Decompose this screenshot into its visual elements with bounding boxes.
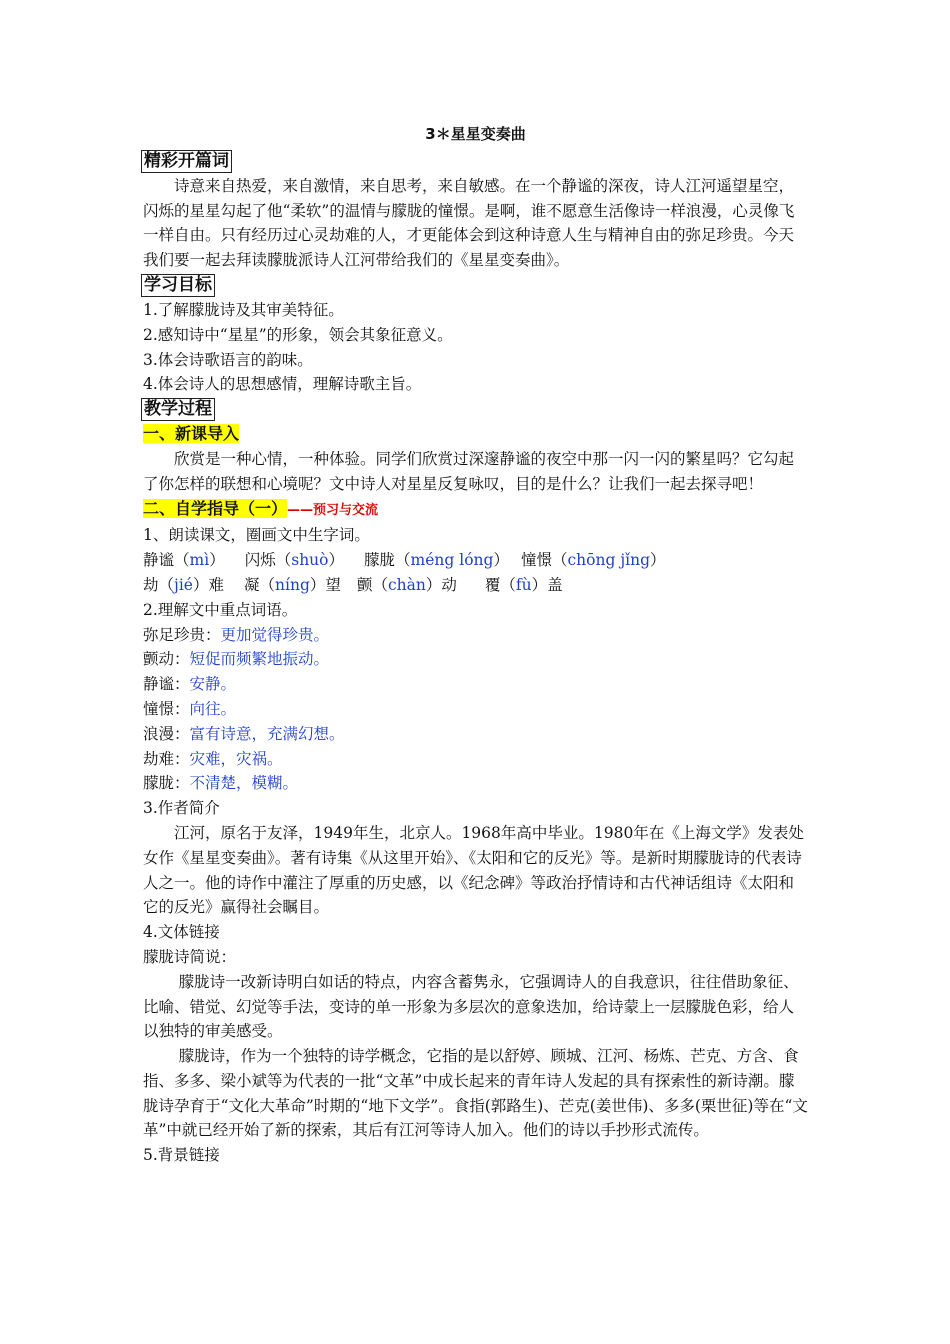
word-definition — [143, 647, 808, 672]
vocab-char: 覆 — [484, 575, 501, 594]
pinyin-row-2: 劫（jié）难 凝（níng）望 颤（chàn）动 覆（fù）盖 — [143, 575, 563, 594]
word-definition — [143, 697, 808, 722]
vocab-char: 盖 — [547, 575, 563, 594]
author-paragraph: 江河，原名于友泽，1949年生，北京人。1968年高中毕业。1980年在《上海文学》发表处女作《星星变奏曲》。著有诗集《从这里开始》、《太阳和它的反光》等。是新时期朦胧诗的代表诗人之一。他的诗作中灌注了厚重的历史感，以《纪念碑》等政治抒情诗和古代神话组诗《太阳和它的反光》赢得社会瞩目。 — [143, 823, 804, 917]
vocab-char: 动 — [441, 575, 457, 594]
genre-paragraph-1: 朦胧诗一改新诗明白如话的特点，内容含蓄隽永，它强调诗人的自我意识，往往借助象征、比喻、错觉、幻觉等手法，变诗的单一形象为多层次的意象迭加，给诗蒙上一层朦胧色彩，给人以独特的审美感受。 — [143, 972, 799, 1041]
section-label-process: 教学过程 — [141, 398, 215, 421]
section-label-goals: 学习目标 — [141, 274, 215, 297]
word-definition — [143, 747, 808, 772]
question-3: 3.作者简介 — [143, 799, 220, 818]
goal-item: 2.感知诗中“星星”的形象，领会其象征意义。 — [143, 325, 453, 344]
word-term: 朦胧： — [143, 774, 190, 793]
vocab-char: 难 — [208, 575, 224, 594]
word-def: 安静。 — [189, 675, 237, 694]
word-def: 短促而频繁地振动。 — [189, 650, 330, 669]
section-label-intro: 精彩开篇词 — [141, 150, 232, 173]
genre-title: 朦胧诗简说： — [143, 947, 237, 966]
word-definition — [143, 623, 808, 648]
vocab-word: 憧憬 — [520, 551, 552, 570]
word-term: 弥足珍贵： — [143, 625, 221, 644]
word-definition — [143, 672, 808, 697]
pinyin: fù — [515, 575, 532, 594]
pinyin: chōng jǐng — [567, 551, 650, 570]
word-term: 浪漫： — [143, 724, 190, 743]
word-def: 向往。 — [189, 699, 237, 718]
pinyin: chàn — [387, 575, 426, 594]
vocab-char: 劫 — [143, 575, 159, 594]
question-4: 4.文体链接 — [143, 923, 220, 942]
pinyin: níng — [275, 575, 310, 594]
pinyin: méng lóng — [410, 551, 494, 570]
word-definition — [143, 771, 808, 796]
word-term: 劫难： — [143, 749, 190, 768]
vocab-word: 闪烁 — [244, 551, 276, 570]
vocab-char: 凝 — [244, 575, 260, 594]
intro-paragraph: 诗意来自热爱，来自激情，来自思考，来自敏感。在一个静谧的深夜，诗人江河遥望星空，闪烁的星星勾起了他“柔软”的温情与朦胧的憧憬。是啊，谁不愿意生活像诗一样浪漫，心灵像飞一样自由。只有经历过心灵劫难的人，才更能体会到这种诗意人生与精神自由的弥足珍贵。今天我们要一起去拜读朦胧派诗人江河带给我们的《星星变奏曲》。 — [143, 176, 795, 270]
part1-heading: 一、新课导入 — [143, 424, 240, 444]
word-def: 灾难，灾祸。 — [189, 749, 283, 768]
word-definition — [143, 722, 808, 747]
goal-item: 4.体会诗人的思想感情，理解诗歌主旨。 — [143, 375, 422, 394]
word-def: 富有诗意，充满幻想。 — [189, 724, 345, 743]
pinyin: mì — [189, 551, 210, 570]
part2-heading: 二、自学指导（一） — [143, 498, 288, 518]
vocab-word: 静谧 — [143, 551, 175, 570]
goal-item: 3.体会诗歌语言的韵味。 — [143, 350, 313, 369]
word-def: 更加觉得珍贵。 — [220, 625, 330, 644]
vocab-char: 望 — [325, 575, 341, 594]
part2-subheading: ——预习与交流 — [287, 502, 379, 518]
vocab-word: 朦胧 — [364, 551, 396, 570]
document-page — [143, 122, 808, 1168]
word-term: 静谧： — [143, 675, 190, 694]
pinyin: shuò — [291, 551, 329, 570]
question-2: 2.理解文中重点词语。 — [143, 600, 298, 619]
word-term: 憧憬： — [143, 699, 190, 718]
vocab-char: 颤 — [356, 575, 373, 594]
question-5: 5.背景链接 — [143, 1146, 220, 1165]
pinyin: jié — [174, 575, 193, 594]
question-1: 1、朗读课文，圈画文中生字词。 — [143, 526, 370, 545]
goal-item: 1.了解朦胧诗及其审美特征。 — [143, 300, 344, 319]
word-term: 颤动： — [143, 650, 190, 669]
genre-paragraph-2: 朦胧诗，作为一个独特的诗学概念，它指的是以舒婷、顾城、江河、杨炼、芒克、方含、食指、多多、梁小斌等为代表的一批“文革”中成长起来的青年诗人发起的具有探索性的新诗潮。朦胧诗孕育于“文化大革命”时期的“地下文学”。食指(郭路生)、芒克(姜世伟)、多多(栗世征)等在“文革”中就已经开始了新的探索，其后有江河等诗人加入。他们的诗以手抄形式流传。 — [143, 1047, 808, 1140]
pinyin-row-1: 静谧（mì） 闪烁（shuò） 朦胧（méng lóng） 憧憬（chōng jǐng） — [143, 551, 666, 570]
part1-paragraph: 欣赏是一种心情，一种体验。同学们欣赏过深邃静谧的夜空中那一闪一闪的繁星吗？它勾起了你怎样的联想和心境呢？文中诗人对星星反复咏叹，目的是什么？让我们一起去探寻吧！ — [143, 449, 795, 493]
word-def: 不清楚，模糊。 — [189, 774, 299, 793]
doc-title: 3＊星星变奏曲 — [425, 125, 526, 143]
